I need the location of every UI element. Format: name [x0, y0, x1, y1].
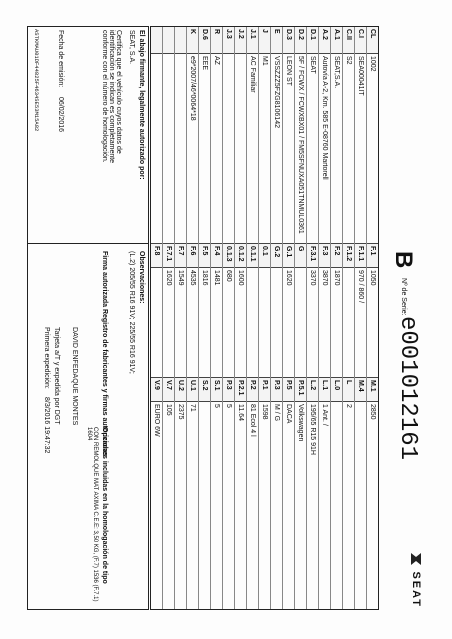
seat-logo	[409, 552, 423, 608]
code-left: J	[259, 27, 270, 53]
value-left	[223, 53, 234, 243]
code-mid: F.5	[199, 243, 210, 267]
value-right	[199, 401, 210, 609]
table-row	[222, 27, 234, 609]
code-mid: F.1	[367, 243, 378, 267]
code-left: K	[187, 27, 198, 53]
code-right: P.1	[259, 377, 270, 401]
value-mid: 4535	[187, 267, 198, 377]
code-mid: F.6	[187, 243, 198, 267]
code-right: S.1	[211, 377, 222, 401]
code-left: C.II	[343, 27, 354, 53]
value-left	[163, 53, 174, 243]
code-right: P.2.1	[235, 377, 246, 401]
code-left: J.2	[235, 27, 246, 53]
value-mid: 1816	[199, 267, 210, 377]
certification-text: Certifica que el vehículo cuyos datos de identificación se indican es completamente conforme con el número de homologación.	[101, 30, 122, 164]
code-mid: G.1	[283, 243, 294, 267]
value-right: 2850	[367, 401, 378, 609]
manufacturer-title: El abajo firmante, legalmente autorizado por:	[138, 30, 145, 180]
table-row	[151, 27, 162, 609]
table-row	[366, 27, 378, 609]
value-right: 81 Ecol 4 l	[247, 401, 258, 609]
value-mid	[247, 267, 258, 377]
value-right: 11.64	[235, 401, 246, 609]
tarjeta-label: Tarjeta a/T y expedida por DGT	[53, 327, 60, 425]
code-right: U.1	[187, 377, 198, 401]
value-mid	[151, 267, 162, 377]
code-left: A.1	[331, 27, 342, 53]
code-left: A.2	[319, 27, 330, 53]
code-left: E	[271, 27, 282, 53]
code-right: U.2	[175, 377, 186, 401]
code-mid: F.4	[211, 243, 222, 267]
code-mid: F.2	[331, 243, 342, 267]
table-row	[234, 27, 246, 609]
code-mid: G.2	[271, 243, 282, 267]
code-left: D.3	[283, 27, 294, 53]
code-left: CL	[367, 27, 378, 53]
code-mid: F.1.2	[343, 243, 354, 267]
value-right: 5	[211, 401, 222, 609]
value-mid: 3370	[307, 267, 318, 377]
table-row	[318, 27, 330, 609]
value-right: 195/65 R15 91H	[307, 401, 318, 609]
rotated-form	[23, 26, 423, 608]
value-left: EEE	[199, 53, 210, 243]
code-right: M.4	[355, 377, 366, 401]
value-right	[355, 401, 366, 609]
value-left: S2	[343, 53, 354, 243]
code-left	[151, 27, 162, 53]
observations-block	[27, 26, 149, 610]
code-left: D.1	[307, 27, 318, 53]
code-mid: F.3	[319, 243, 330, 267]
table-row	[282, 27, 294, 609]
code-right: P.3	[223, 377, 234, 401]
code-left: R	[211, 27, 222, 53]
code-left: D.6	[199, 27, 210, 53]
code-right: S.2	[199, 377, 210, 401]
table-row	[258, 27, 270, 609]
code-mid: F.3.1	[307, 243, 318, 267]
code-mid: 0.1	[259, 243, 270, 267]
seat-s-icon	[409, 552, 423, 566]
value-left: M1	[259, 53, 270, 243]
value-left	[175, 53, 186, 243]
date-label: Fecha de emisión:	[57, 30, 64, 88]
code-right: P.5	[283, 377, 294, 401]
table-row	[354, 27, 366, 609]
table-row	[246, 27, 258, 609]
table-row	[330, 27, 342, 609]
code-right: L.1	[319, 377, 330, 401]
value-right: M / G	[271, 401, 282, 609]
code-mid: F.8	[151, 243, 162, 267]
series-number: e001012161	[394, 316, 421, 461]
value-mid: 1481	[211, 267, 222, 377]
table-row	[198, 27, 210, 609]
value-left: 1002	[367, 53, 378, 243]
code-left: D.2	[295, 27, 306, 53]
value-right: 71	[187, 401, 198, 609]
code-mid: 0.1.3	[223, 243, 234, 267]
value-right	[331, 401, 342, 609]
value-right: 2375	[175, 401, 186, 609]
value-right: EURO 6W	[151, 401, 162, 609]
code-mid: G	[295, 243, 306, 267]
table-row	[342, 27, 354, 609]
code-right: P.3	[271, 377, 282, 401]
form-header	[383, 26, 423, 608]
barcode-text: ASTKMAU01DF44825F4634SE53M15A82	[33, 29, 40, 132]
value-left: AZ	[211, 53, 222, 243]
options-text: CON REMOLQUE MAT AXIMA C.E.E: 3,50 KG, (F.7) 1536 (F.7.1) 1604	[86, 427, 98, 602]
first-exp-label: Primera expedición:	[43, 327, 50, 389]
code-mid: F.7	[175, 243, 186, 267]
value-left: SEAT	[307, 53, 318, 243]
options-title: Opciones incluidas en la homologación de tipo	[101, 427, 108, 584]
code-right: P.2	[247, 377, 258, 401]
value-left: SEA00041IT	[355, 53, 366, 243]
value-left	[151, 53, 162, 243]
code-left: J.1	[247, 27, 258, 53]
data-grid	[150, 26, 379, 610]
observations-left	[28, 27, 148, 244]
issue-date: 06/02/2016	[57, 97, 64, 133]
code-right: P.5.1	[295, 377, 306, 401]
table-row	[306, 27, 318, 609]
table-row	[210, 27, 222, 609]
manufacturer: SEAT, S.A.	[128, 30, 135, 65]
code-mid: 0.1.2	[235, 243, 246, 267]
value-mid: 1600	[235, 267, 246, 377]
observations-title: Observaciones:	[138, 251, 145, 304]
value-left: VSSZZZ5FZG8106142	[271, 53, 282, 243]
code-left: C.I	[355, 27, 366, 53]
code-right: L	[343, 377, 354, 401]
value-mid: 3870	[319, 267, 330, 377]
value-right: 1598	[259, 401, 270, 609]
signer-name: DAVID ENFEDAQUE MONTES	[71, 327, 78, 426]
code-left: J.3	[223, 27, 234, 53]
value-mid	[343, 267, 354, 377]
value-left: 5F / FCWX / FCWXBX01 / FM5SFNUXA051TNMUL0361	[295, 53, 306, 243]
value-mid: 1050	[367, 267, 378, 377]
value-mid	[259, 267, 270, 377]
code-left	[175, 27, 186, 53]
code-mid: F.1.1	[355, 243, 366, 267]
value-mid	[271, 267, 282, 377]
code-right: L.2	[307, 377, 318, 401]
code-right: L.0	[331, 377, 342, 401]
registry-title: Firma autorizada Registro de fabricantes y firmas autorizadas	[101, 251, 108, 457]
value-right: Volkswagen	[295, 401, 306, 609]
table-row	[270, 27, 282, 609]
table-row	[174, 27, 186, 609]
code-left	[163, 27, 174, 53]
value-left: AC Familiar	[247, 53, 258, 243]
table-row	[294, 27, 306, 609]
code-mid: 0.1.1	[247, 243, 258, 267]
series-label: Nº de Serie:	[400, 278, 407, 316]
value-mid: 1620	[283, 267, 294, 377]
value-mid: 970 / 860 /	[355, 267, 366, 377]
value-left: Autovía A-2, Km. 585 E-08760 Martorell	[319, 53, 330, 243]
value-right: 2	[343, 401, 354, 609]
code-right: V.9	[151, 377, 162, 401]
value-left: LEON ST	[283, 53, 294, 243]
value-right: 105	[163, 401, 174, 609]
value-right: 1 Ant. /	[319, 401, 330, 609]
value-left: SEAT,S.A.	[331, 53, 342, 243]
table-row	[186, 27, 198, 609]
observations-text: (L.2) 205/55 R16 91V; 225/55 R16 91V;	[128, 251, 135, 374]
value-mid: 680	[223, 267, 234, 377]
value-mid: 1549	[175, 267, 186, 377]
series-letter: B	[390, 251, 417, 269]
value-mid: 1620	[163, 267, 174, 377]
code-mid: F.7.1	[163, 243, 174, 267]
code-right: V.7	[163, 377, 174, 401]
code-right: M.1	[367, 377, 378, 401]
value-right: DACA	[283, 401, 294, 609]
first-exp-date: 8/3/2016 19:47:32	[43, 397, 50, 454]
value-left: e9*2007/46*0064*18	[187, 53, 198, 243]
value-mid	[295, 267, 306, 377]
value-left	[235, 53, 246, 243]
brand-name: SEAT	[410, 571, 423, 608]
value-right: 5	[223, 401, 234, 609]
value-mid: 1870	[331, 267, 342, 377]
table-row	[162, 27, 174, 609]
